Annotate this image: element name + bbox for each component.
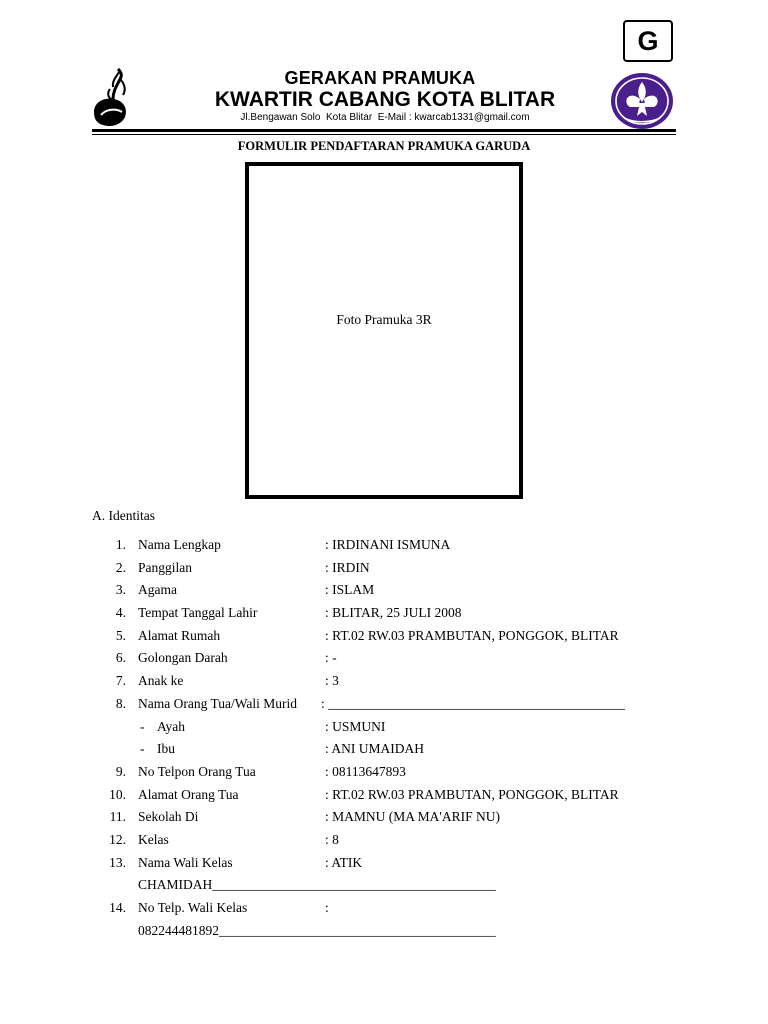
photo-placeholder-box — [245, 162, 523, 499]
row-number: 1. — [115, 537, 126, 552]
row-label: Nama Lengkap — [138, 537, 221, 552]
identity-row-no-telpon-orang-tua — [92, 761, 692, 784]
row-value: : ANI UMAIDAH — [325, 741, 424, 757]
row-label: Golongan Darah — [138, 650, 228, 666]
org-name: GERAKAN PRAMUKA — [284, 68, 476, 88]
row-value: : 08113647893 — [325, 763, 406, 779]
identity-row-panggilan — [92, 557, 692, 580]
row-label: Ayah — [157, 718, 186, 734]
row-label: Anak ke — [138, 673, 184, 689]
org-branch: KWARTIR CABANG KOTA BLITAR — [214, 88, 556, 111]
row-label: No Telp. Wali Kelas — [138, 900, 248, 915]
row-value-blank-line: : ____________________________________________ — [321, 695, 626, 711]
row-label: Agama — [138, 582, 177, 598]
section-title-identitas: A. Identitas — [92, 508, 155, 523]
identity-row-no-telp-wali-kelas — [92, 897, 692, 920]
row-number: 9. — [115, 763, 126, 779]
row-value: : RT.02 RW.03 PRAMBUTAN, PONGGOK, BLITAR — [325, 786, 619, 802]
row-label: Nama Wali Kelas — [138, 854, 233, 870]
header-rule-thin — [92, 134, 676, 135]
row-number: 4. — [115, 605, 126, 621]
row-label: Alamat Orang Tua — [138, 786, 239, 802]
row-label: Sekolah Di — [138, 809, 199, 825]
row-value: : ISLAM — [325, 582, 375, 598]
identity-list — [92, 534, 692, 942]
identity-row-tempat-tanggal-lahir — [92, 602, 692, 625]
row-number: 2. — [115, 559, 126, 575]
row-label: No Telpon Orang Tua — [138, 763, 256, 779]
identity-row-no-telp-wali-kelas-continued — [92, 920, 692, 943]
row-value: : IRDIN — [325, 559, 370, 575]
row-number: 3. — [115, 582, 126, 598]
row-label: Panggilan — [138, 559, 192, 575]
scout-emblem-logo — [610, 72, 674, 130]
row-number: 14. — [109, 900, 126, 915]
identity-row-nama-lengkap — [92, 534, 692, 557]
row-number: 7. — [115, 673, 126, 689]
row-label: Tempat Tanggal Lahir — [138, 605, 258, 621]
identity-row-nama-wali-kelas-continued — [92, 874, 692, 897]
row-dash: - — [140, 741, 145, 757]
form-code-badge: G — [623, 20, 673, 62]
identity-row-agama — [92, 579, 692, 602]
header-rule-thick — [92, 129, 676, 132]
tunas-kelapa-logo — [88, 68, 132, 134]
row-continuation: 082244481892_________________________________________ — [138, 922, 496, 938]
row-value: : MAMNU (MA MA'ARIF NU) — [325, 809, 500, 825]
row-number: 13. — [109, 854, 126, 870]
row-value: : BLITAR, 25 JULI 2008 — [325, 605, 462, 621]
row-number: 8. — [115, 695, 126, 711]
row-number: 12. — [109, 831, 126, 847]
row-number: 10. — [109, 786, 126, 802]
row-number: 6. — [115, 650, 126, 666]
row-label: Alamat Rumah — [138, 627, 221, 643]
identity-row-nama-wali-kelas — [92, 852, 692, 875]
row-number: 5. — [115, 627, 126, 643]
row-value: : — [325, 900, 329, 915]
row-value: : USMUNI — [325, 718, 386, 734]
row-value: : 3 — [325, 673, 339, 689]
form-title: FORMULIR PENDAFTARAN PRAMUKA GARUDA — [237, 139, 531, 153]
identity-row-anak-ke — [92, 670, 692, 693]
identity-row-ayah — [92, 716, 692, 739]
row-continuation: CHAMIDAH__________________________________________ — [138, 877, 496, 893]
row-label: Nama Orang Tua/Wali Murid — [138, 695, 298, 711]
identity-row-alamat-rumah — [92, 625, 692, 648]
identity-row-golongan-darah — [92, 647, 692, 670]
row-value: : ATIK — [325, 854, 363, 870]
org-address: Jl.Bengawan Solo Kota Blitar E-Mail : kwarcab1331@gmail.com — [240, 112, 530, 123]
row-dash: - — [140, 718, 145, 734]
row-value: : 8 — [325, 831, 339, 847]
row-label: Kelas — [138, 831, 169, 847]
identity-row-ibu — [92, 738, 692, 761]
row-label: Ibu — [157, 741, 175, 757]
identity-row-alamat-orang-tua — [92, 784, 692, 807]
identity-row-kelas — [92, 829, 692, 852]
identity-row-nama-orang-tua — [92, 693, 692, 716]
row-number: 11. — [109, 809, 126, 825]
row-value: : IRDINANI ISMUNA — [325, 537, 451, 552]
row-value: : - — [325, 650, 337, 666]
row-value: : RT.02 RW.03 PRAMBUTAN, PONGGOK, BLITAR — [325, 627, 619, 643]
identity-row-sekolah — [92, 806, 692, 829]
photo-label: Foto Pramuka 3R — [336, 312, 432, 327]
